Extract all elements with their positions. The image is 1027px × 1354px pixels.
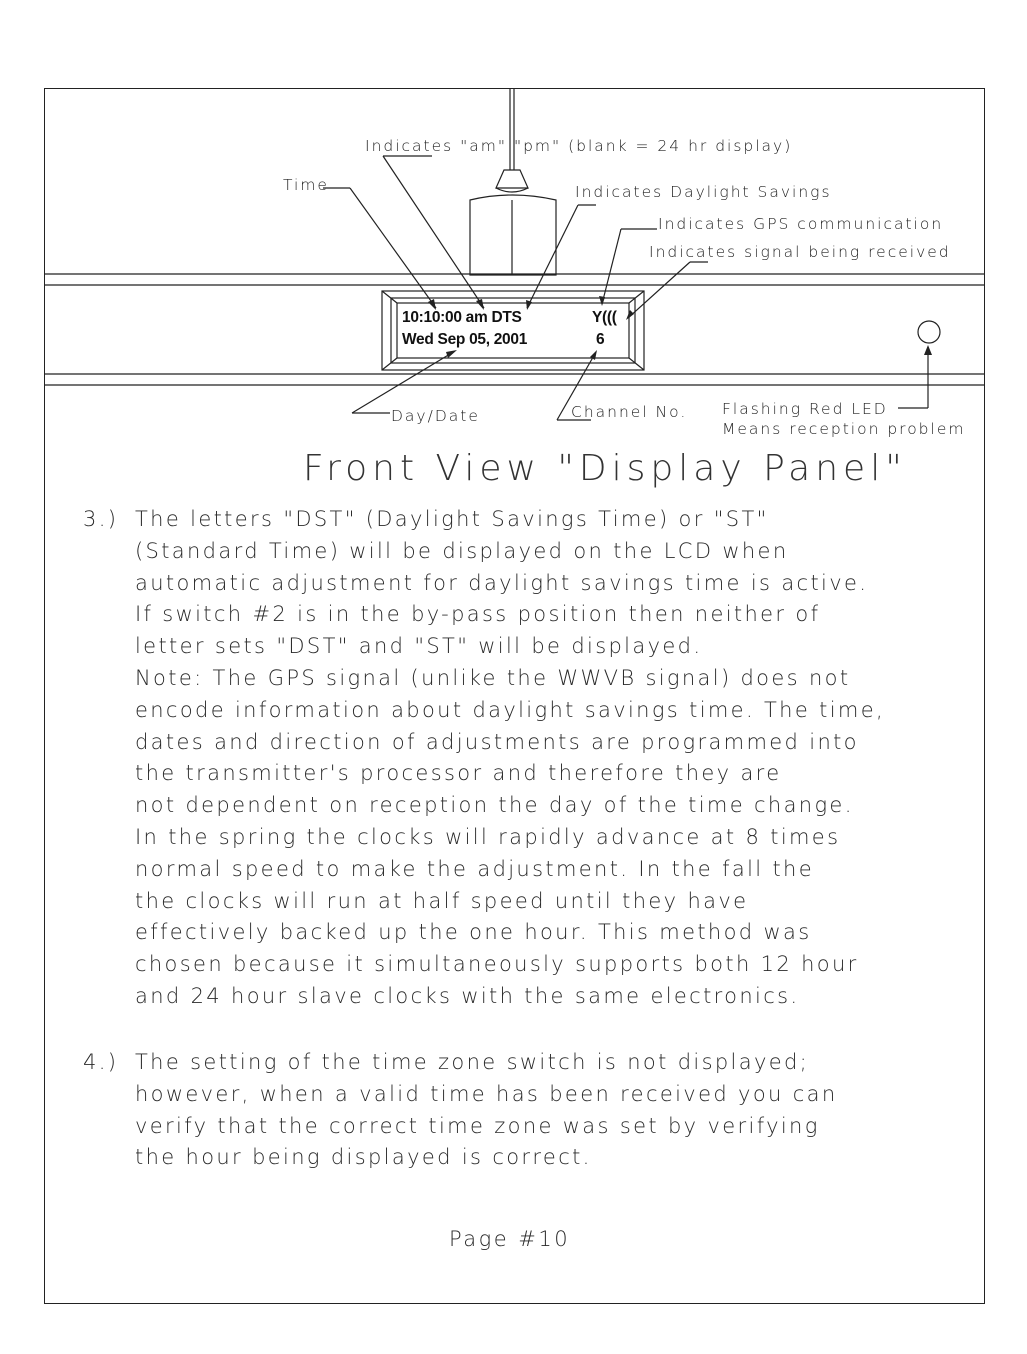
lcd-time-line: 10:10:00 am DTS	[402, 309, 522, 326]
paragraph-line: If switch #2 is in the by-pass position then neither of	[135, 602, 821, 627]
day-date-annotation: Day/Date	[391, 407, 480, 425]
daylight-savings-annotation: Indicates Daylight Savings	[575, 183, 832, 201]
am-pm-annotation: Indicates "am" "pm" (blank = 24 hr display)	[365, 137, 793, 155]
paragraph-line: The setting of the time zone switch is not displayed;	[135, 1050, 810, 1074]
paragraph-line: normal speed to make the adjustment. In the fall the	[135, 856, 814, 881]
paragraph-line: not dependent on reception the day of the time change.	[135, 793, 854, 818]
signal-icon: Y(((	[592, 309, 617, 326]
paragraph-line: automatic adjustment for daylight savings time is active.	[135, 570, 869, 595]
paragraph-line: (Standard Time) will be displayed on the LCD when	[135, 538, 789, 563]
paragraph-line: verify that the correct time zone was set by verifying	[135, 1113, 820, 1138]
paragraph-number: 3.)	[83, 507, 119, 531]
paragraph-line: The letters "DST" (Daylight Savings Time) or "ST"	[135, 507, 769, 531]
paragraph-line: effectively backed up the one hour. This method was	[135, 920, 812, 945]
paragraph-line: and 24 hour slave clocks with the same electronics.	[135, 983, 800, 1008]
led-annotation-line2: Means reception problem	[722, 420, 966, 438]
paragraph-line: dates and direction of adjustments are programmed into	[135, 729, 859, 754]
paragraph-line: Note: The GPS signal (unlike the WWVB signal) does not	[135, 665, 851, 690]
paragraph-line: however, when a valid time has been received you can	[135, 1081, 838, 1106]
panel-title: Front View "Display Panel"	[303, 448, 907, 489]
paragraph-4	[83, 1047, 838, 1174]
paragraph-line: chosen because it simultaneously supports both 12 hour	[135, 952, 859, 977]
gps-communication-annotation: Indicates GPS communication	[658, 215, 944, 233]
lcd-date-line: Wed Sep 05, 2001	[402, 331, 528, 348]
paragraph-line: the transmitter's processor and therefore they are	[135, 761, 782, 786]
time-annotation: Time	[283, 176, 329, 194]
lcd-channel: 6	[596, 331, 605, 348]
channel-no-annotation: Channel No.	[571, 403, 688, 421]
paragraph-line: the clocks will run at half speed until they have	[135, 888, 749, 913]
paragraph-line: the hour being displayed is correct.	[135, 1145, 592, 1170]
antenna-icon	[470, 88, 556, 275]
led-annotation-line1: Flashing Red LED	[722, 400, 888, 418]
paragraph-line: In the spring the clocks will rapidly advance at 8 times	[135, 824, 841, 849]
paragraph-line: letter sets "DST" and "ST" will be displayed.	[135, 634, 703, 659]
paragraph-line: encode information about daylight savings time. The time,	[135, 697, 886, 722]
paragraph-3	[83, 504, 886, 1013]
paragraph-number: 4.)	[83, 1050, 119, 1074]
signal-received-annotation: Indicates signal being received	[649, 243, 951, 261]
page-number: Page #10	[449, 1227, 571, 1251]
led-icon	[918, 321, 940, 343]
